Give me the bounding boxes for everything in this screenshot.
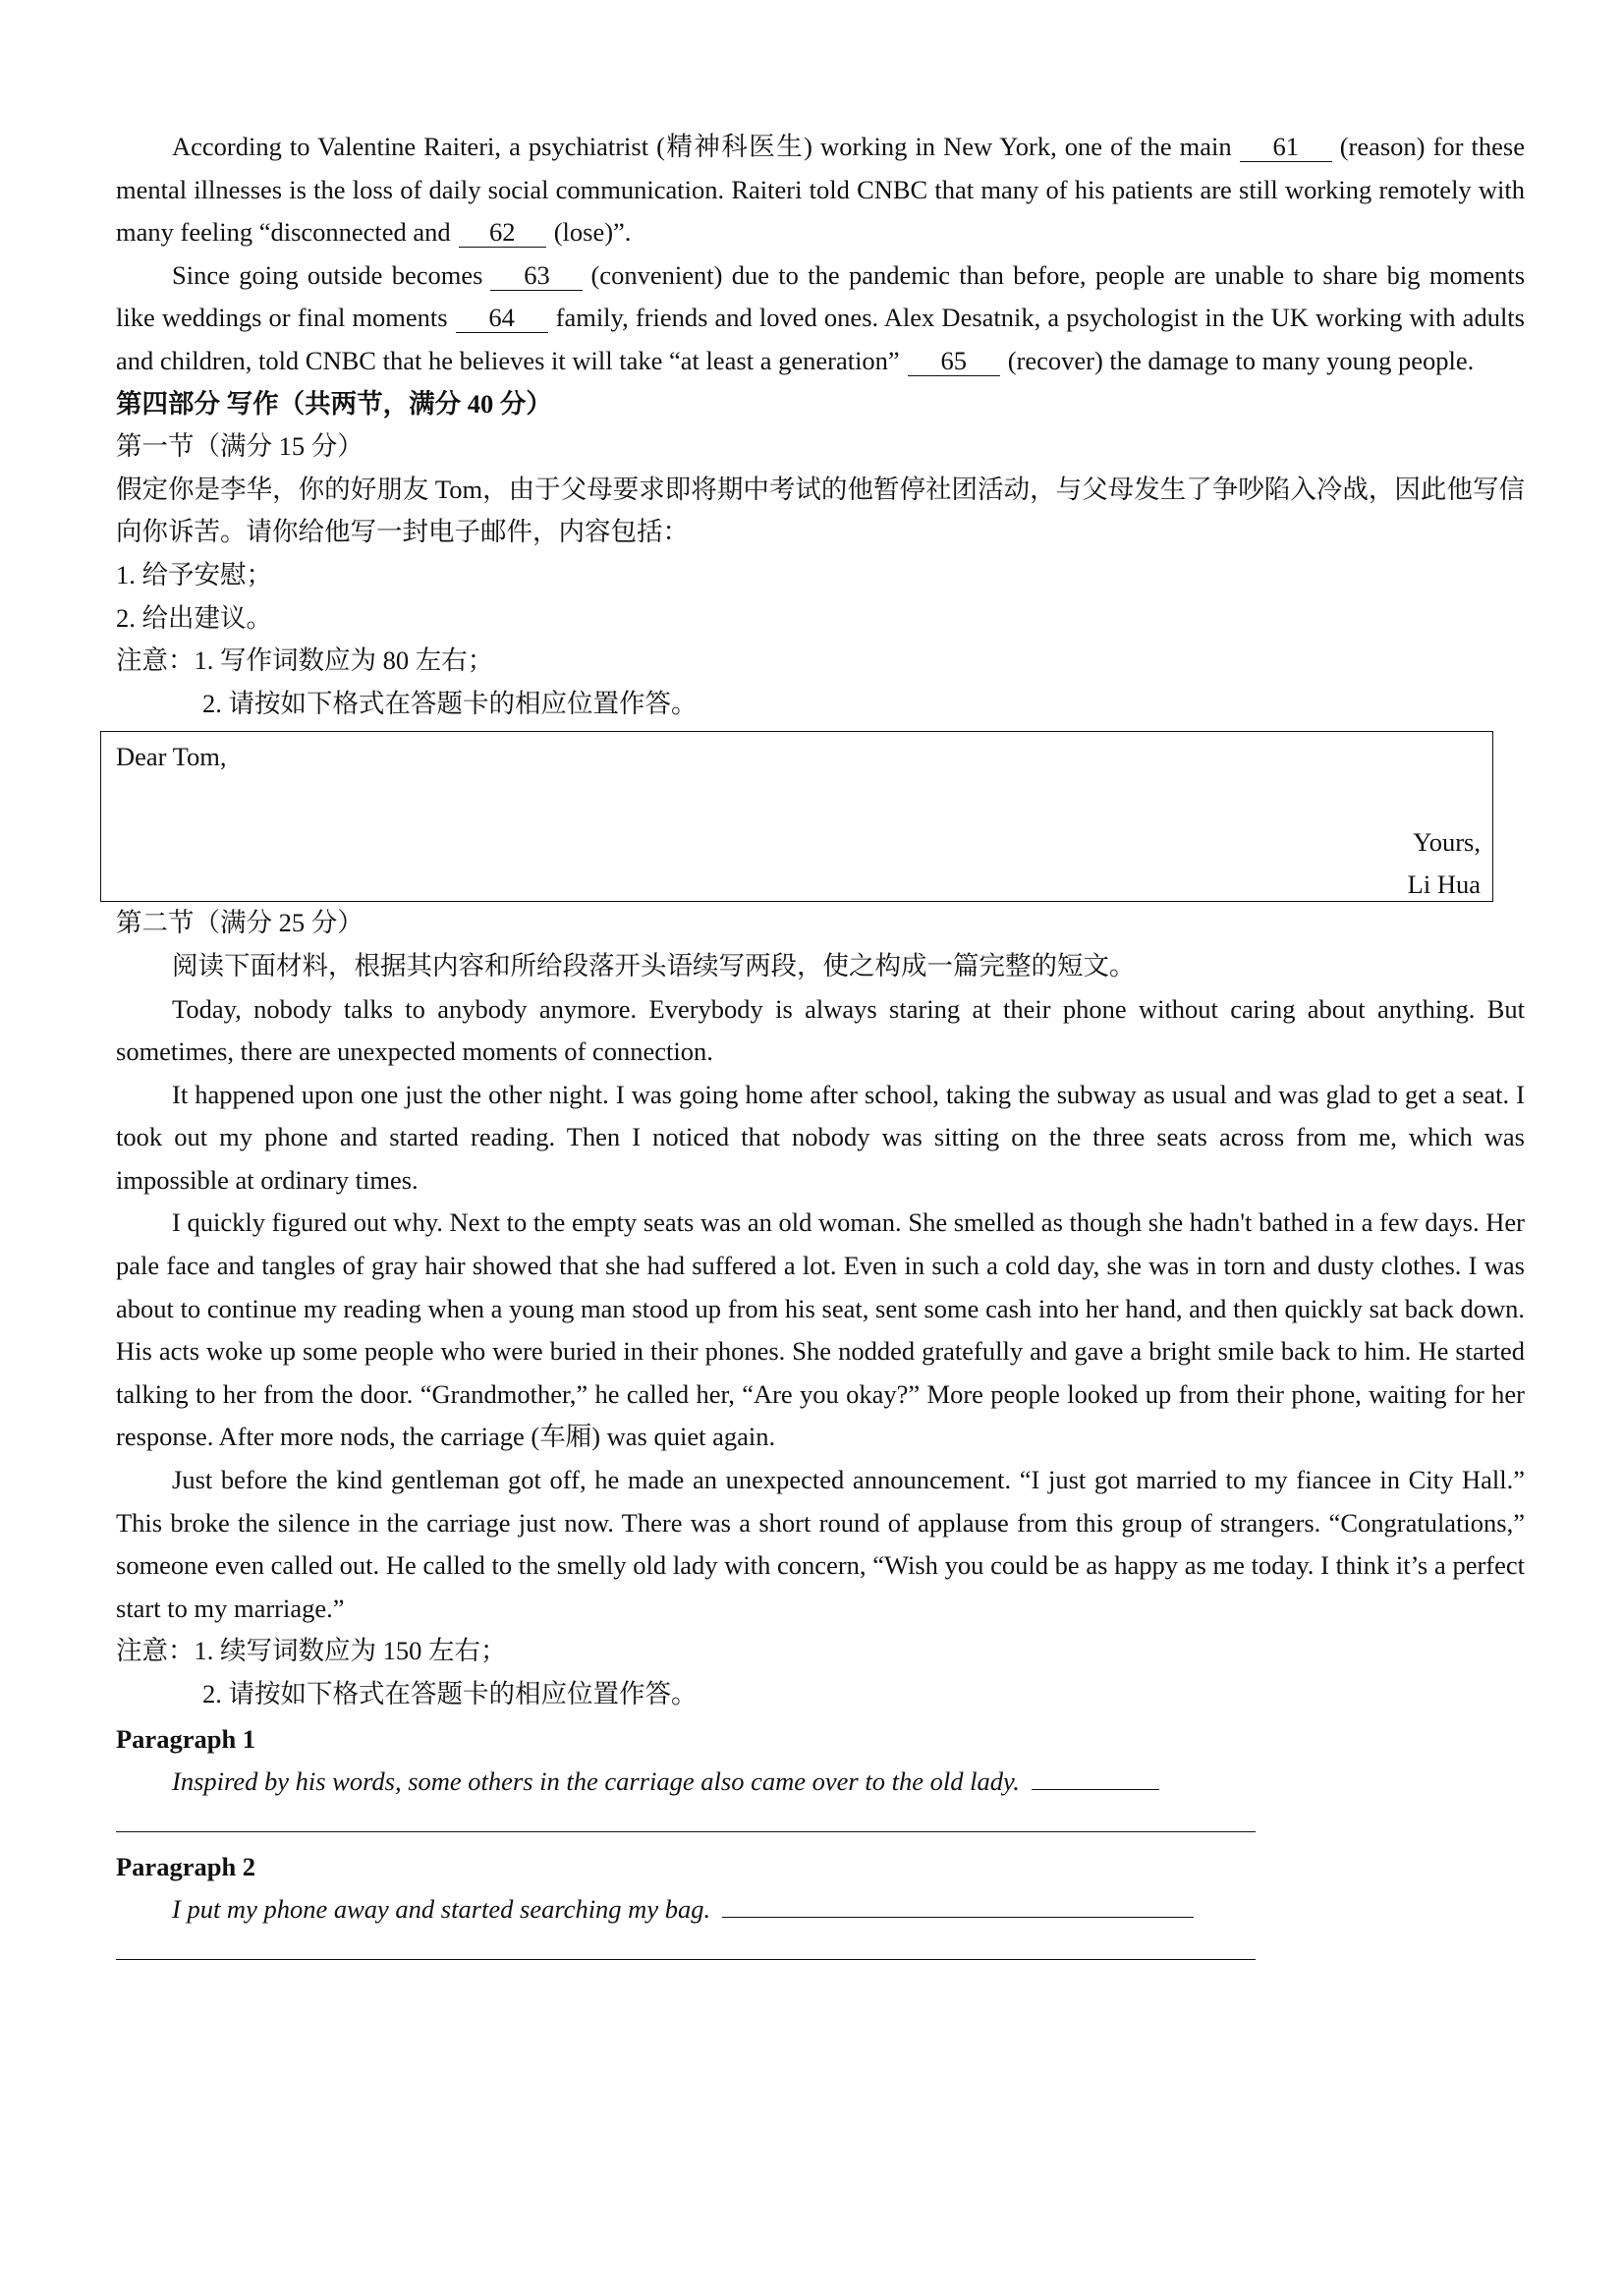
letter-format-box xyxy=(100,731,1493,902)
reading-text: (convenient) due to the pandemic than before, people are unable to share big moments like weddings or final moments xyxy=(116,259,1526,333)
blank-63: 63 xyxy=(490,260,583,291)
paragraph-1-opening xyxy=(116,1761,1525,1804)
blank-64: 64 xyxy=(456,303,548,333)
reading-text: Since going outside becomes xyxy=(172,259,483,290)
story-paragraph: It happened upon one just the other night. I was going home after school, taking the subway as usual and was glad to get a seat. I took out my phone and started reading. Then I noticed that nobody was sitting on the three seats across from me, which was impossible at ordinary times. xyxy=(116,1079,1525,1195)
letter-greeting: Dear Tom, xyxy=(116,742,227,772)
section1-item-2: 2. 给出建议。 xyxy=(116,602,272,633)
reading-text: (reason) for these mental illnesses is the loss of daily social communication. Raiteri told CNBC that many of his patients are still working remotely with many feeling “disconnected and xyxy=(116,132,1525,248)
paragraph-2-title: Paragraph 2 xyxy=(116,1851,256,1881)
letter-closing: Yours, xyxy=(1413,827,1481,858)
paragraph-2-opening xyxy=(116,1888,1525,1932)
letter-signature: Li Hua xyxy=(1407,869,1481,900)
reading-text: According to Valentine Raiteri, a psychiatrist (精神科医生) working in New York, one of the main xyxy=(172,132,1232,161)
section1-prompt: 假定你是李华，你的好朋友 Tom，由于父母要求即将期中考试的他暂停社团活动，与父母发生了争吵陷入冷战，因此他写信向你诉苦。请你给他写一封电子邮件，内容包括： xyxy=(116,474,1525,547)
paragraph-1-opening-text: Inspired by his words, some others in the carriage also came over to the old lady. xyxy=(172,1766,1020,1797)
reading-text: (lose)”. xyxy=(553,217,632,248)
section1-note-1: 注意：1. 写作词数应为 80 左右； xyxy=(116,645,494,676)
story-paragraph: Today, nobody talks to anybody anymore. Everybody is always staring at their phone without caring about anything. But sometimes, there are unexpected moments of connection. xyxy=(116,993,1525,1067)
section1-note-2: 2. 请按如下格式在答题卡的相应位置作答。 xyxy=(202,688,698,718)
blank-62: 62 xyxy=(459,217,546,248)
section2-title: 第二节（满分 25 分） xyxy=(116,908,364,938)
reading-paragraph-2 xyxy=(116,254,1525,383)
reading-text: family, friends and loved ones. Alex Desatnik, a psychologist in the UK working with adults and children, told CNBC that he believes it will take “at least a generation” xyxy=(116,303,1525,375)
reading-text: (recover) the damage to many young people. xyxy=(1007,345,1475,375)
answer-line xyxy=(116,1804,1256,1832)
section1-title: 第一节（满分 15 分） xyxy=(116,431,364,462)
exam-page xyxy=(116,126,1525,1960)
section2-note-2: 2. 请按如下格式在答题卡的相应位置作答。 xyxy=(202,1679,698,1708)
part4-title: 第四部分 写作（共两节，满分 40 分） xyxy=(116,388,552,419)
paragraph-2-opening-text: I put my phone away and started searching my bag. xyxy=(172,1894,711,1925)
blank-65: 65 xyxy=(908,346,1000,376)
answer-line xyxy=(1032,1762,1159,1790)
answer-line xyxy=(116,1932,1256,1960)
section2-instruction: 阅读下面材料，根据其内容和所给段落开头语续写两段，使之构成一篇完整的短文。 xyxy=(172,950,1136,980)
story-paragraph: I quickly figured out why. Next to the empty seats was an old woman. She smelled as though she hadn't bathed in a few days. Her pale face and tangles of gray hair showed that she had suffered a lot. Even in such a cold day, she was in torn and dusty clothes. I was about to continue my reading when a young man stood up from his seat, sent some cash into her hand, and then quickly sat back down. His acts woke up some people who were buried in their phones. She nodded gratefully and gave a bright smile back to him. He started talking to her from the door. “Grandmother,” he called her, “Are you okay?” More people looked up from their phone, waiting for her response. After more nods, the carriage (车厢) was quiet again. xyxy=(116,1207,1525,1452)
blank-61: 61 xyxy=(1240,132,1332,162)
paragraph-1-title: Paragraph 1 xyxy=(116,1723,256,1754)
section1-item-1: 1. 给予安慰； xyxy=(116,559,272,589)
reading-paragraph-1 xyxy=(116,126,1525,254)
answer-line xyxy=(722,1889,1194,1918)
story-paragraph: Just before the kind gentleman got off, he made an unexpected announcement. “I just got married to my fiancee in City Hall.” This broke the silence in the carriage just now. There was a short round of applause from this group of strangers. “Congratulations,” someone even called out. He called to the smelly old lady with concern, “Wish you could be as happy as me today. I think it’s a perfect start to my marriage.” xyxy=(116,1465,1525,1623)
section2-note-1: 注意：1. 续写词数应为 150 左右； xyxy=(116,1636,507,1666)
